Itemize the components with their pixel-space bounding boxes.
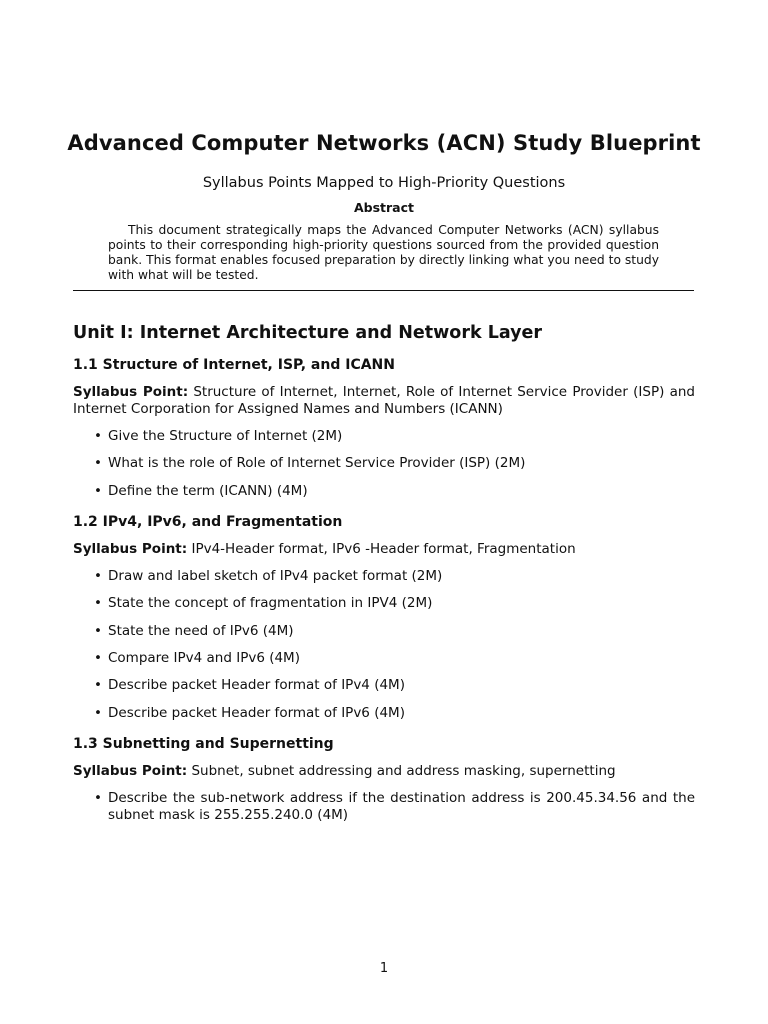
bullet-icon: • [94,482,102,499]
syllabus-point [73,541,695,558]
bullet-icon: • [94,677,102,694]
bullet-icon: • [94,649,102,666]
document-title: Advanced Computer Networks (ACN) Study Blueprint [67,131,701,155]
bullet-icon: • [94,790,102,807]
main-content [73,323,695,838]
bullet-icon: • [94,428,102,444]
syllabus-text: IPv4-Header format, IPv6 -Header format, Fragmentation [191,541,576,558]
question-item [73,483,695,500]
document-subtitle: Syllabus Points Mapped to High-Priority Questions [202,175,566,191]
question-text: What is the role of Role of Internet Service Provider (ISP) (2M) [108,455,526,472]
question-text: State the need of IPv6 (4M) [108,622,294,639]
bullet-icon: • [94,622,102,639]
question-list [73,428,695,499]
syllabus-label: Syllabus Point: [73,541,188,558]
question-text: Compare IPv4 and IPv6 (4M) [108,649,300,666]
question-item [73,650,695,667]
section-1-3 [73,736,695,823]
section-title: 1.2 IPv4, IPv6, and Fragmentation [73,514,343,531]
question-item [73,455,695,472]
abstract-heading: Abstract [353,200,415,215]
question-item [73,428,695,445]
section-title: 1.1 Structure of Internet, ISP, and ICANN [73,357,395,373]
question-text: Define the term (ICANN) (4M) [108,482,308,499]
question-item [73,623,695,640]
question-text: State the concept of fragmentation in IPV4 (2M) [108,595,433,612]
syllabus-point [73,763,695,780]
question-item [73,705,695,722]
question-list [73,790,695,823]
syllabus-point [73,384,695,418]
question-text: Describe the sub-network address if the destination address is 200.45.34.56 and the subnet mask is 255.255.240.0 (4M) [108,790,695,823]
question-text: Draw and label sketch of IPv4 packet format (2M) [108,568,443,585]
syllabus-label: Syllabus Point: [73,763,188,780]
section-title: 1.3 Subnetting and Supernetting [73,736,334,753]
section-1-1 [73,357,695,499]
question-item [73,790,695,823]
horizontal-rule [73,290,694,291]
unit-title: Unit I: Internet Architecture and Network Layer [73,323,543,343]
question-text: Describe packet Header format of IPv4 (4M) [108,677,405,694]
syllabus-label: Syllabus Point: [73,384,189,400]
question-list [73,568,695,721]
question-text: Describe packet Header format of IPv6 (4M) [108,704,405,721]
page-number: 1 [379,961,389,976]
question-text: Give the Structure of Internet (2M) [108,428,343,444]
question-item [73,568,695,585]
question-item [73,595,695,612]
section-1-2 [73,514,695,721]
bullet-icon: • [94,704,102,721]
bullet-icon: • [94,595,102,612]
abstract-text: This document strategically maps the Advanced Computer Networks (ACN) syllabus points to their corresponding high-priority questions sourced from the provided question bank. This format enables focused preparation by directly linking what you need to study with what will be tested. [108,223,659,282]
bullet-icon: • [94,568,102,585]
syllabus-text: Subnet, subnet addressing and address masking, supernetting [191,763,616,780]
syllabus-text: Structure of Internet, Internet, Role of Internet Service Provider (ISP) and Internet Corporation for Assigned Names and Numbers (ICANN) [73,384,695,417]
bullet-icon: • [94,455,102,472]
question-item [73,677,695,694]
